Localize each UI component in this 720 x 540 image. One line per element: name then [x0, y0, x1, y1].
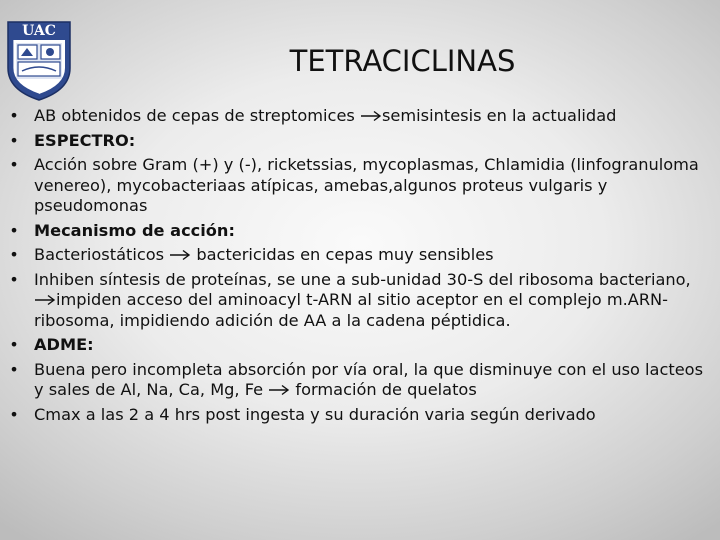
- bullet-dot: •: [9, 155, 19, 174]
- bullet-item: [6, 245, 712, 266]
- bullet-text: [34, 245, 494, 264]
- bullet-segment: Inhiben síntesis de proteínas, se une a sub-unidad 30-S del ribosoma bacteriano,: [34, 269, 691, 289]
- bullet-dot: •: [9, 269, 19, 289]
- bullet-dot: •: [9, 335, 19, 354]
- bullet-segment: ESPECTRO:: [34, 130, 136, 150]
- bullet-text: [34, 335, 94, 354]
- right-arrow-icon: [268, 380, 290, 401]
- bullet-segment: bactericidas en cepas muy sensibles: [191, 245, 494, 264]
- bullet-dot: •: [9, 130, 19, 150]
- bullet-item: [6, 360, 712, 401]
- right-arrow-icon: [169, 245, 191, 266]
- bullet-segment: AB obtenidos de cepas de streptomices: [34, 106, 360, 125]
- bullet-segment: Bacteriostáticos: [34, 245, 170, 264]
- bullet-dot: •: [9, 404, 19, 424]
- bullet-item: [6, 131, 712, 152]
- bullet-item: [6, 221, 712, 242]
- bullet-item: [6, 270, 712, 332]
- bullet-text: [34, 106, 616, 125]
- bullet-segment: Acción sobre Gram (+) y (-), ricketssias, mycoplasmas, Chlamidia (linfogranuloma venereo), mycobacteriaas atípicas, amebas,algunos proteus vulgaris y pseudomonas: [34, 155, 699, 215]
- bullet-segment: Buena pero incompleta absorción por vía oral, la que disminuye con el uso lacteos y sales de Al, Na, Ca, Mg, Fe: [34, 359, 704, 399]
- bullet-text: [34, 405, 596, 424]
- right-arrow-icon: [34, 290, 56, 311]
- bullet-item: [6, 335, 712, 356]
- bullet-segment: ADME:: [34, 335, 94, 354]
- bullet-segment: Cmax a las 2 a 4 hrs post ingesta y su duración varia según derivado: [34, 404, 596, 424]
- bullet-text: [34, 131, 135, 150]
- bullet-item: [6, 405, 712, 426]
- bullet-list: [6, 106, 712, 429]
- slide-title: TETRACICLINAS: [289, 44, 516, 78]
- bullet-segment: Mecanismo de acción:: [34, 220, 235, 240]
- bullet-segment: semisintesis en la actualidad: [382, 106, 617, 125]
- bullet-dot: •: [9, 359, 19, 379]
- bullet-segment: formación de quelatos: [290, 380, 477, 399]
- bullet-dot: •: [9, 106, 19, 125]
- bullet-text: [34, 155, 699, 215]
- bullet-item: [6, 155, 712, 217]
- bullet-dot: •: [9, 245, 19, 264]
- bullet-text: [34, 360, 703, 400]
- bullet-text: [34, 270, 691, 330]
- logo-text: UAC: [22, 23, 56, 39]
- bullet-dot: •: [9, 220, 19, 240]
- bullet-item: [6, 106, 712, 127]
- bullet-text: [34, 221, 235, 240]
- right-arrow-icon: [360, 106, 382, 127]
- bullet-segment: impiden acceso del aminoacyl t-ARN al sitio aceptor en el complejo m.ARN-ribosoma, impidiendo adición de AA a la cadena péptidica.: [34, 290, 669, 330]
